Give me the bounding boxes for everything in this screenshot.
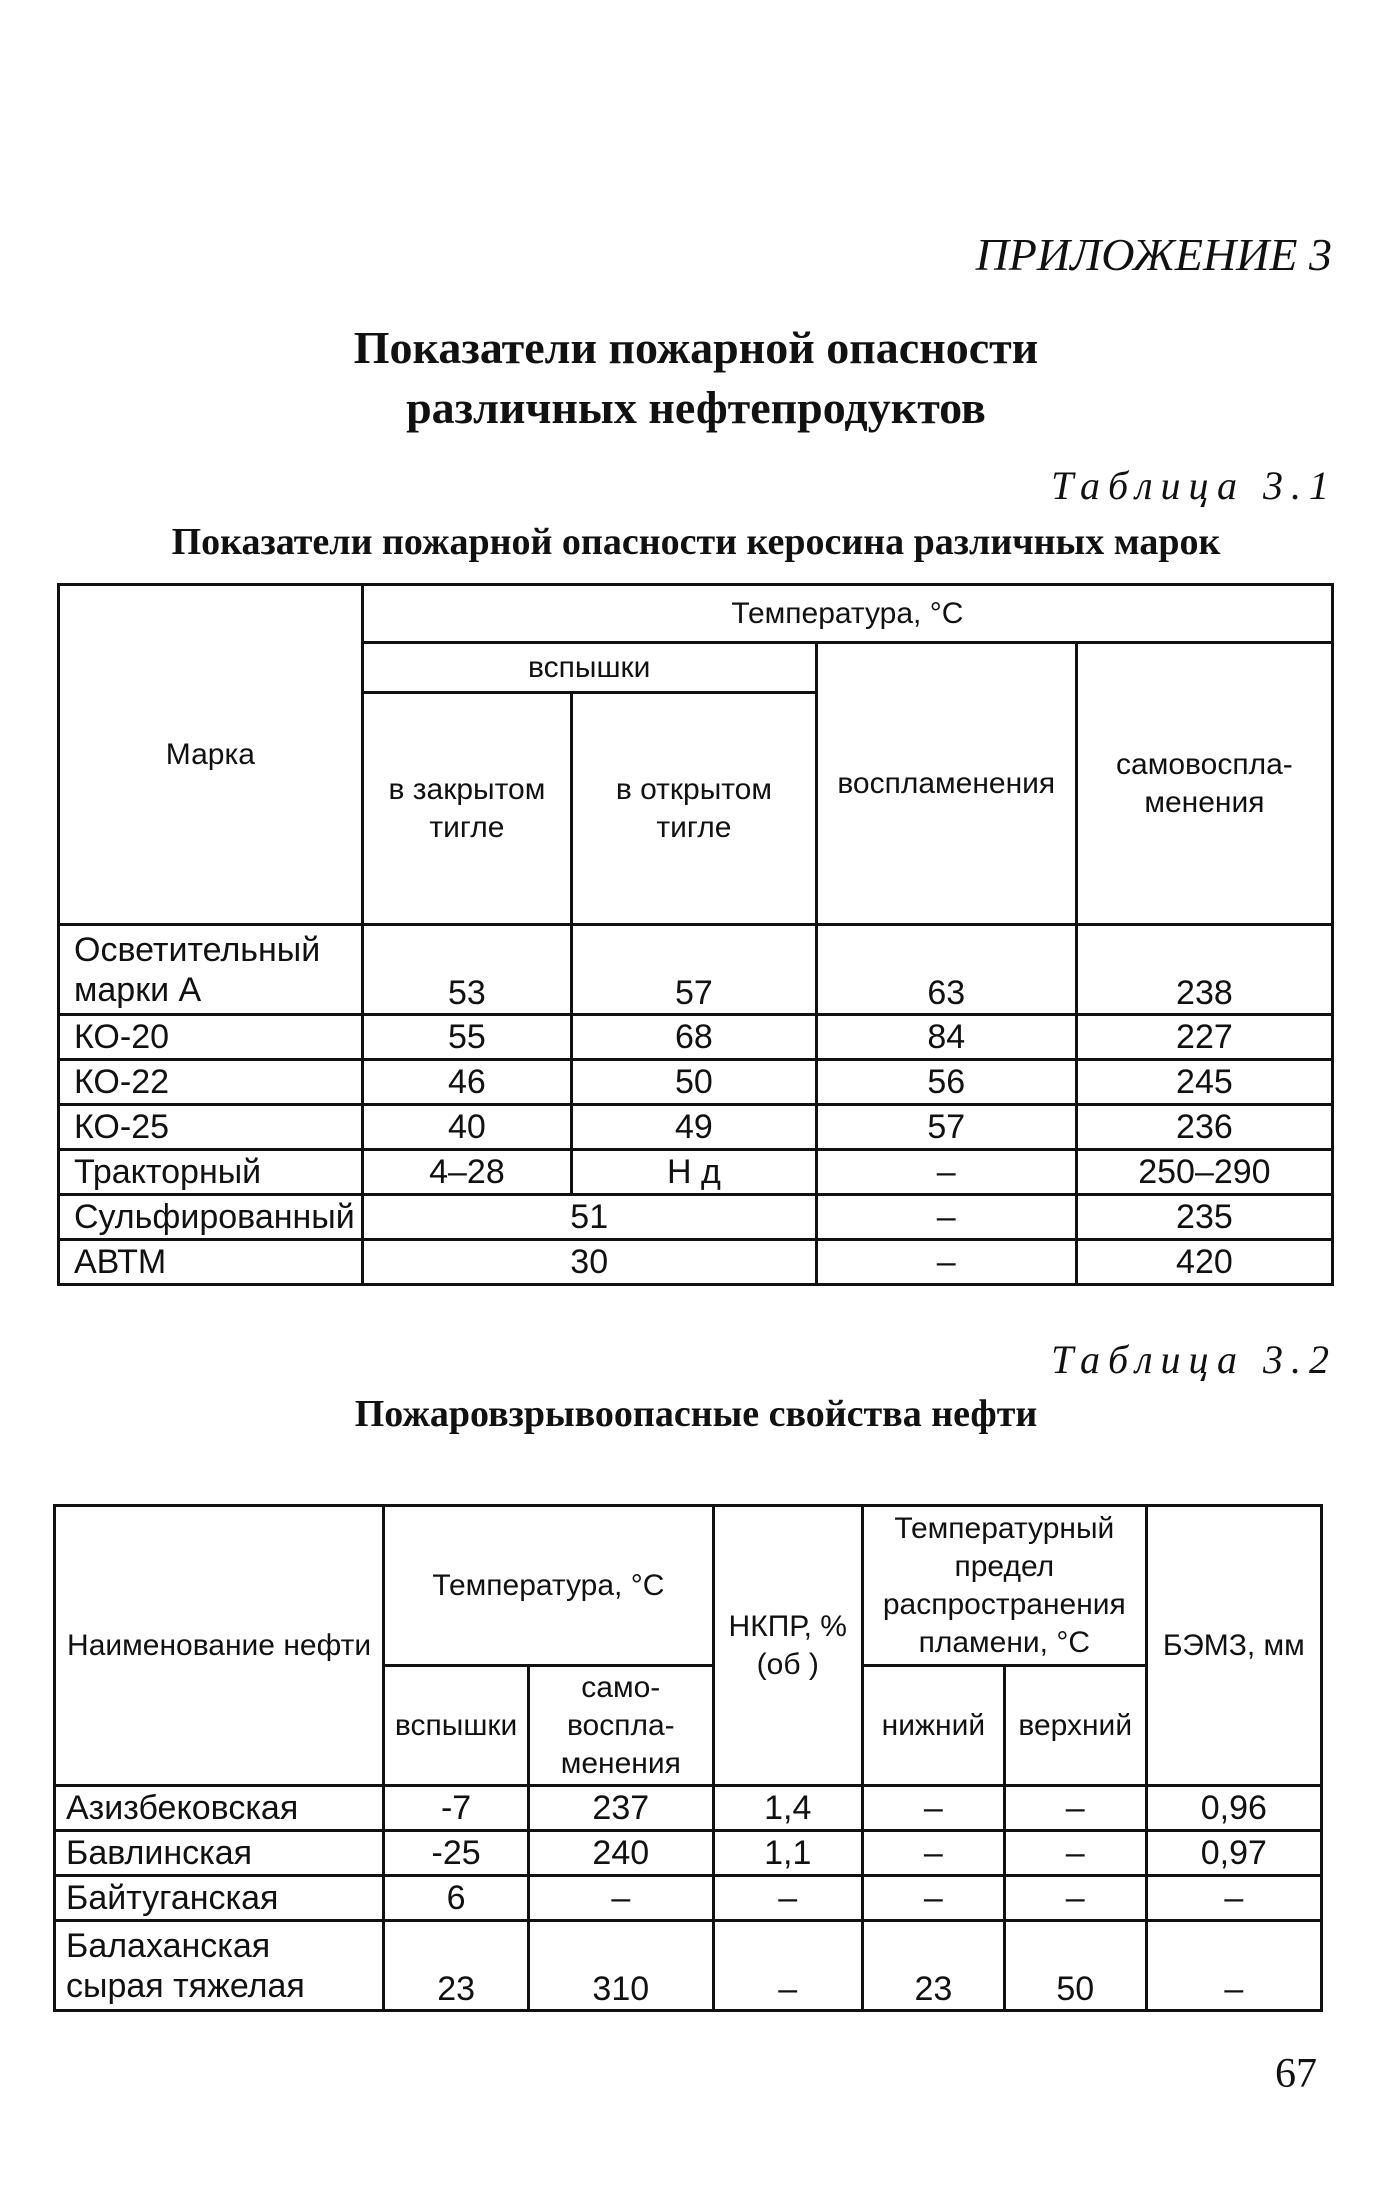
- header-flame-limit: Температурный предел распространения пламени, °С: [862, 1506, 1146, 1666]
- header-nkpr: НКПР, % (об ): [713, 1506, 862, 1786]
- page-title: [0, 318, 1392, 438]
- table-cell: 46: [362, 1060, 571, 1105]
- table-cell: 53: [362, 925, 571, 1015]
- table-cell: 420: [1076, 1240, 1332, 1285]
- table-cell: –: [816, 1195, 1076, 1240]
- table-cell: –: [1004, 1876, 1146, 1921]
- table-cell: КО-20: [59, 1015, 363, 1060]
- table-cell: 240: [529, 1831, 713, 1876]
- header-temperature: Температура, °С: [362, 585, 1332, 643]
- header-oil-name: Наименование нефти: [55, 1506, 384, 1786]
- table-cell: 23: [862, 1921, 1004, 2011]
- table-cell: 250–290: [1076, 1150, 1332, 1195]
- table-cell: КО-22: [59, 1060, 363, 1105]
- table-cell: Сульфированный: [59, 1195, 363, 1240]
- table-2-caption: Пожаровзрывоопасные свойства нефти: [354, 1393, 1038, 1435]
- table-cell: 237: [529, 1786, 713, 1831]
- table-cell: 84: [816, 1015, 1076, 1060]
- table-cell: –: [816, 1150, 1076, 1195]
- table-cell: 235: [1076, 1195, 1332, 1240]
- table-cell: 0,96: [1146, 1786, 1321, 1831]
- table-row: [59, 1105, 1333, 1150]
- table-cell: 63: [816, 925, 1076, 1015]
- table-cell: Осветительный марки А: [59, 925, 363, 1015]
- header-ignition: воспламенения: [816, 643, 1076, 925]
- table-cell: 55: [362, 1015, 571, 1060]
- table-row: [59, 1015, 1333, 1060]
- table-cell: –: [1146, 1921, 1321, 2011]
- table-row: [55, 1831, 1322, 1876]
- header-autoignition: самовоспла-менения: [1076, 643, 1332, 925]
- table-cell: Азизбековская: [55, 1786, 384, 1831]
- table-row: [59, 1240, 1333, 1285]
- table-cell: 49: [572, 1105, 817, 1150]
- table-2-label: Таблица 3.2: [1051, 1337, 1337, 1382]
- table-cell: 30: [362, 1240, 816, 1285]
- table-row: [59, 1060, 1333, 1105]
- table-cell: Тракторный: [59, 1150, 363, 1195]
- table-cell: 1,1: [713, 1831, 862, 1876]
- table-cell: 57: [572, 925, 817, 1015]
- appendix-heading: ПРИЛОЖЕНИЕ 3: [975, 229, 1332, 280]
- header-lower: нижний: [862, 1666, 1004, 1786]
- table-cell: 50: [1004, 1921, 1146, 2011]
- table-cell: 227: [1076, 1015, 1332, 1060]
- table-cell: –: [1146, 1876, 1321, 1921]
- header-flash: вспышки: [362, 643, 816, 693]
- table-cell: –: [713, 1876, 862, 1921]
- table-cell: 56: [816, 1060, 1076, 1105]
- table-cell: –: [1004, 1786, 1146, 1831]
- table-cell: –: [862, 1876, 1004, 1921]
- table-cell: –: [862, 1831, 1004, 1876]
- table-cell: 57: [816, 1105, 1076, 1150]
- table-cell: 6: [384, 1876, 529, 1921]
- table-cell: –: [816, 1240, 1076, 1285]
- table-oil: [53, 1504, 1323, 2012]
- table-cell: –: [713, 1921, 862, 2011]
- table-cell: -7: [384, 1786, 529, 1831]
- table-row: [55, 1786, 1322, 1831]
- table-row: [55, 1921, 1322, 2011]
- table-row: [55, 1876, 1322, 1921]
- header-open-crucible: в открытом тигле: [572, 693, 817, 925]
- table-cell: Байтуганская: [55, 1876, 384, 1921]
- table-cell: 4–28: [362, 1150, 571, 1195]
- page-title-line-1: Показатели пожарной опасности: [353, 322, 1039, 373]
- header-closed-crucible: в закрытом тигле: [362, 693, 571, 925]
- table-cell: Бавлинская: [55, 1831, 384, 1876]
- page-title-line-2: различных нефтепродуктов: [406, 382, 986, 433]
- header-autoignition: само-воспла-менения: [529, 1666, 713, 1786]
- table-cell: 23: [384, 1921, 529, 2011]
- table-cell: –: [529, 1876, 713, 1921]
- table-cell: 1,4: [713, 1786, 862, 1831]
- table-kerosene: [57, 583, 1334, 1286]
- table-cell: 238: [1076, 925, 1332, 1015]
- table-cell: –: [862, 1786, 1004, 1831]
- table-cell: Балаханская сырая тяжелая: [55, 1921, 384, 2011]
- table-cell: 40: [362, 1105, 571, 1150]
- table-1-label: Таблица 3.1: [1051, 463, 1337, 508]
- table-cell: –: [1004, 1831, 1146, 1876]
- table-cell: КО-25: [59, 1105, 363, 1150]
- table-cell: 50: [572, 1060, 817, 1105]
- page-number: 67: [1275, 2051, 1317, 2097]
- table-cell: 68: [572, 1015, 817, 1060]
- table-row: [59, 1195, 1333, 1240]
- header-mark: Марка: [59, 585, 363, 925]
- table-row: [59, 1150, 1333, 1195]
- header-bemz: БЭМЗ, мм: [1146, 1506, 1321, 1786]
- table-cell: 236: [1076, 1105, 1332, 1150]
- table-cell: 245: [1076, 1060, 1332, 1105]
- table-cell: -25: [384, 1831, 529, 1876]
- table-cell: 0,97: [1146, 1831, 1321, 1876]
- table-cell: 51: [362, 1195, 816, 1240]
- table-cell: Н д: [572, 1150, 817, 1195]
- table-cell: АВТМ: [59, 1240, 363, 1285]
- table-1-caption: Показатели пожарной опасности керосина различных марок: [171, 521, 1221, 563]
- header-temperature: Температура, °С: [384, 1506, 713, 1666]
- header-flash: вспышки: [384, 1666, 529, 1786]
- header-upper: верхний: [1004, 1666, 1146, 1786]
- table-cell: 310: [529, 1921, 713, 2011]
